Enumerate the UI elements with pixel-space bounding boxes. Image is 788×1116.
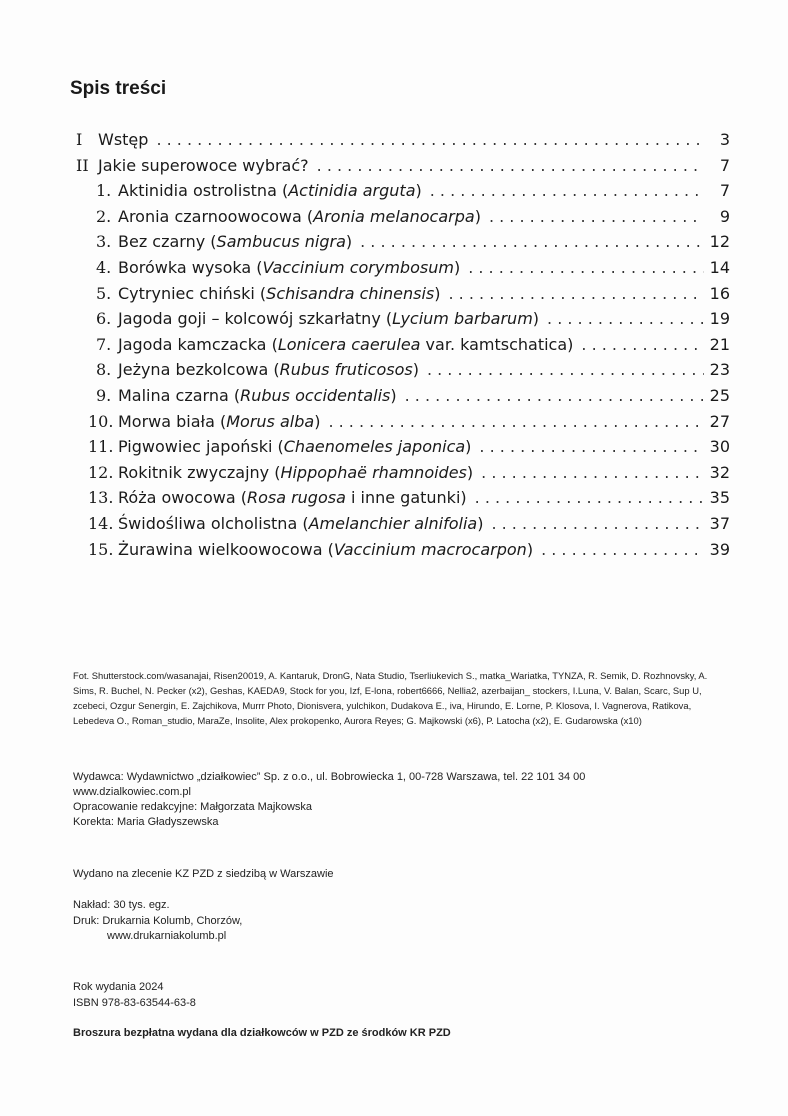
toc-entry-latin-name: Rosa rugosa [246,488,346,508]
toc-entry-title [118,412,320,431]
toc-entry-latin-name: Vaccinium corymbosum [262,257,454,277]
toc-entry-number: 7. [96,334,112,354]
toc-entry-suffix: ) [345,232,353,252]
toc-entry-polish-name: Świdośliwa olcholistna ( [118,513,309,533]
toc-entry-number: 4. [96,257,112,277]
toc-entry [76,130,730,156]
toc-page-number: 3 [719,130,730,149]
toc-entry-polish-name: Jagoda kamczacka ( [118,334,278,354]
toc-entry-number: 14. [88,513,114,533]
toc-dot-leader [491,514,703,533]
table-of-contents [76,130,730,565]
toc-entry [76,232,730,258]
toc-entry-suffix: ) [390,385,397,405]
toc-entry-suffix: var. kamtschatica) [420,334,574,354]
toc-entry-title [118,488,467,507]
toc-dot-leader [405,386,704,405]
toc-page-number: 9 [719,206,730,226]
toc-entry [76,284,730,310]
toc-entry-suffix: ) [532,309,540,329]
toc-entry [76,437,730,463]
toc-entry-suffix: ) [466,462,474,482]
toc-dot-leader [430,181,704,200]
toc-entry [76,258,730,284]
toc-dot-leader [468,258,703,277]
toc-entry-latin-name: Amelanchier alnifolia [308,513,478,533]
toc-dot-leader [547,309,704,328]
toc-entry [76,488,730,514]
toc-entry-number: 12. [88,462,114,482]
toc-entry-polish-name: Borówka wysoka ( [118,257,263,277]
toc-page-number: 25 [709,385,730,405]
photo-credits: Fot. Shutterstock.com/wasanajai, Risen20019, A. Kantaruk, DronG, Nata Studio, Tserliukevich S., matka_Wariatka, TYNZA, R. Semik, D. Rozhnovsky, A. Sims, R. Buchel, N. Pecker (x2), Geshas, KAEDA9, Stock for you, Izf, E-lona, robert6666, Nellia2, azerbaijan_ stockers, I.Luna, V. Balan, Scarc, Sup U, zcebeci, Ozgur Senergin, E. Zajchikova, Murrr Photo, Dionisvera, yulchikon, Dudakova E., iva, Hirundo, E. Lorne, P. Klosova, I. Vagnerova, Ratikova, Lebedeva O., Roman_studio, MaraZe, Insolite, Alex prokopenko, Aurora Reyes; G. Majkowski (x6), P. Latocha (x2), E. Gudarowska (x10) [73,670,708,726]
toc-entry-polish-name: Morwa biała ( [118,411,227,431]
toc-entry-title [98,130,148,149]
toc-page-number: 27 [709,411,730,431]
toc-page-number: 35 [709,488,730,508]
toc-entry-title [118,232,352,251]
toc-page-number: 16 [709,283,730,303]
toc-page-number: 30 [709,437,730,457]
toc-entry-suffix: ) [453,257,461,277]
toc-page-number: 12 [709,232,730,252]
toc-entry-suffix: i inne gatunki) [345,488,467,508]
edition-year: Rok wydania 2024 [73,981,164,993]
toc-entry-suffix: ) [526,539,534,559]
toc-entry-polish-name: Rokitnik zwyczajny ( [118,462,281,482]
toc-entry-latin-name: Aronia melanocarpa [313,206,475,226]
toc-entry-latin-name: Actinidia arguta [288,181,416,201]
toc-entry-number: I [76,130,83,149]
toc-entry-title [118,360,419,379]
toc-entry-number: 13. [88,488,114,508]
toc-entry-latin-name: Chaenomeles japonica [283,437,466,457]
printer-website: www.drukarniakolumb.pl [107,930,227,942]
toc-entry [76,156,730,182]
toc-entry-title [118,309,539,328]
toc-dot-leader [541,540,704,559]
print-block [73,898,242,945]
toc-dot-leader [317,156,704,175]
toc-entry-number: 5. [96,283,112,303]
commission-line: Wydano na zlecenie KZ PZD z siedzibą w Warszawie [73,868,334,880]
toc-entry-number: 8. [96,360,112,380]
toc-entry-latin-name: Sambucus nigra [216,232,346,252]
toc-entry-latin-name: Lonicera caerulea [277,334,421,354]
proofreading-line: Korekta: Maria Gładyszewska [73,816,219,828]
toc-entry-polish-name: Bez czarny ( [118,232,217,252]
toc-entry-polish-name: Malina czarna ( [118,385,241,405]
toc-entry-latin-name: Hippophaë rhamnoides [280,462,467,482]
toc-entry [76,335,730,361]
toc-entry-title [118,463,473,482]
toc-entry-number: 6. [96,309,112,329]
page-title: Spis treści [70,78,167,99]
toc-dot-leader [479,437,703,456]
toc-entry-title [118,437,471,456]
toc-entry-title [118,386,397,405]
toc-entry-polish-name: Pigwowiec japoński ( [118,437,284,457]
toc-page-number: 7 [719,181,730,201]
toc-entry-polish-name: Jakie superowoce wybrać? [98,155,309,175]
isbn: ISBN 978-83-63544-63-8 [73,996,196,1009]
toc-entry [76,540,730,566]
toc-entry-number: 2. [96,206,112,226]
toc-entry-polish-name: Cytryniec chiński ( [118,283,267,303]
toc-page-number: 32 [709,462,730,482]
toc-entry-polish-name: Jagoda goji – kolcowój szkarłatny ( [118,309,393,329]
toc-entry-number: 3. [96,232,112,252]
toc-dot-leader [449,284,704,303]
toc-dot-leader [581,335,703,354]
toc-entry-suffix: ) [314,411,321,431]
toc-dot-leader [475,488,704,507]
toc-entry-title [118,335,573,354]
toc-entry [76,412,730,438]
toc-entry-suffix: ) [415,181,422,201]
toc-entry-latin-name: Lycium barbarum [392,309,533,329]
toc-entry-suffix: ) [434,283,441,303]
toc-page-number: 23 [709,360,730,380]
toc-entry-title [118,284,441,303]
toc-entry-title [118,540,533,559]
toc-entry [76,181,730,207]
toc-entry-latin-name: Rubus fruticosos [279,360,413,380]
toc-page-number: 7 [719,155,730,175]
toc-page-number: 39 [709,539,730,559]
toc-dot-leader [481,463,704,482]
toc-entry-suffix: ) [474,206,481,226]
toc-entry-latin-name: Schisandra chinensis [266,283,435,303]
toc-entry-title [118,514,483,533]
toc-page-number: 14 [709,257,730,277]
publisher-website: www.dzialkowiec.com.pl [73,786,191,798]
toc-entry-title [118,258,460,277]
toc-entry-number: 10. [88,411,114,431]
toc-entry-number: 15. [88,539,114,559]
editor-line: Opracowanie redakcyjne: Małgorzata Majkowska [73,801,313,813]
toc-dot-leader [427,360,704,379]
toc-dot-leader [328,412,703,431]
toc-entry-polish-name: Jeżyna bezkolcowa ( [118,360,280,380]
toc-entry-title [118,181,422,200]
toc-entry [76,309,730,335]
toc-entry-polish-name: Aronia czarnoowocowa ( [118,206,314,226]
toc-entry [76,360,730,386]
print-run: Nakład: 30 tys. egz. [73,899,170,911]
toc-entry-latin-name: Vaccinium macrocarpon [333,539,527,559]
toc-entry-title [98,156,309,175]
toc-entry-suffix: ) [477,513,484,533]
toc-entry-number: 1. [96,181,112,201]
toc-entry-polish-name: Wstęp [98,130,149,149]
edition-block [73,980,196,1011]
toc-page-number: 19 [709,309,730,329]
toc-entry-number: 11. [88,437,114,457]
publisher-block [73,770,585,830]
toc-entry [76,463,730,489]
toc-page-number: 21 [709,334,730,354]
toc-entry [76,207,730,233]
toc-entry-latin-name: Rubus occidentalis [240,385,391,405]
toc-dot-leader [156,130,704,149]
toc-entry-title [118,207,481,226]
toc-entry-number: 9. [96,385,112,405]
toc-entry [76,386,730,412]
toc-entry-number: II [76,155,89,175]
toc-entry-polish-name: Aktinidia ostrolistna ( [118,181,289,201]
publisher-line: Wydawca: Wydawnictwo „działkowiec” Sp. z o.o., ul. Bobrowiecka 1, 00-728 Warszawa, tel. 22 101 34 00 [73,771,586,783]
toc-page-number: 37 [709,513,730,533]
toc-entry-polish-name: Żurawina wielkoowocowa ( [118,539,334,559]
toc-entry [76,514,730,540]
toc-entry-latin-name: Morus alba [226,411,315,431]
printer-name: Druk: Drukarnia Kolumb, Chorzów, [73,914,243,927]
toc-dot-leader [489,207,704,226]
free-brochure-note: Broszura bezpłatna wydana dla działkowców w PZD ze środków KR PZD [73,1027,451,1039]
toc-entry-suffix: ) [465,437,472,457]
toc-dot-leader [360,232,704,251]
toc-entry-polish-name: Róża owocowa ( [118,488,247,508]
toc-entry-suffix: ) [412,360,419,380]
